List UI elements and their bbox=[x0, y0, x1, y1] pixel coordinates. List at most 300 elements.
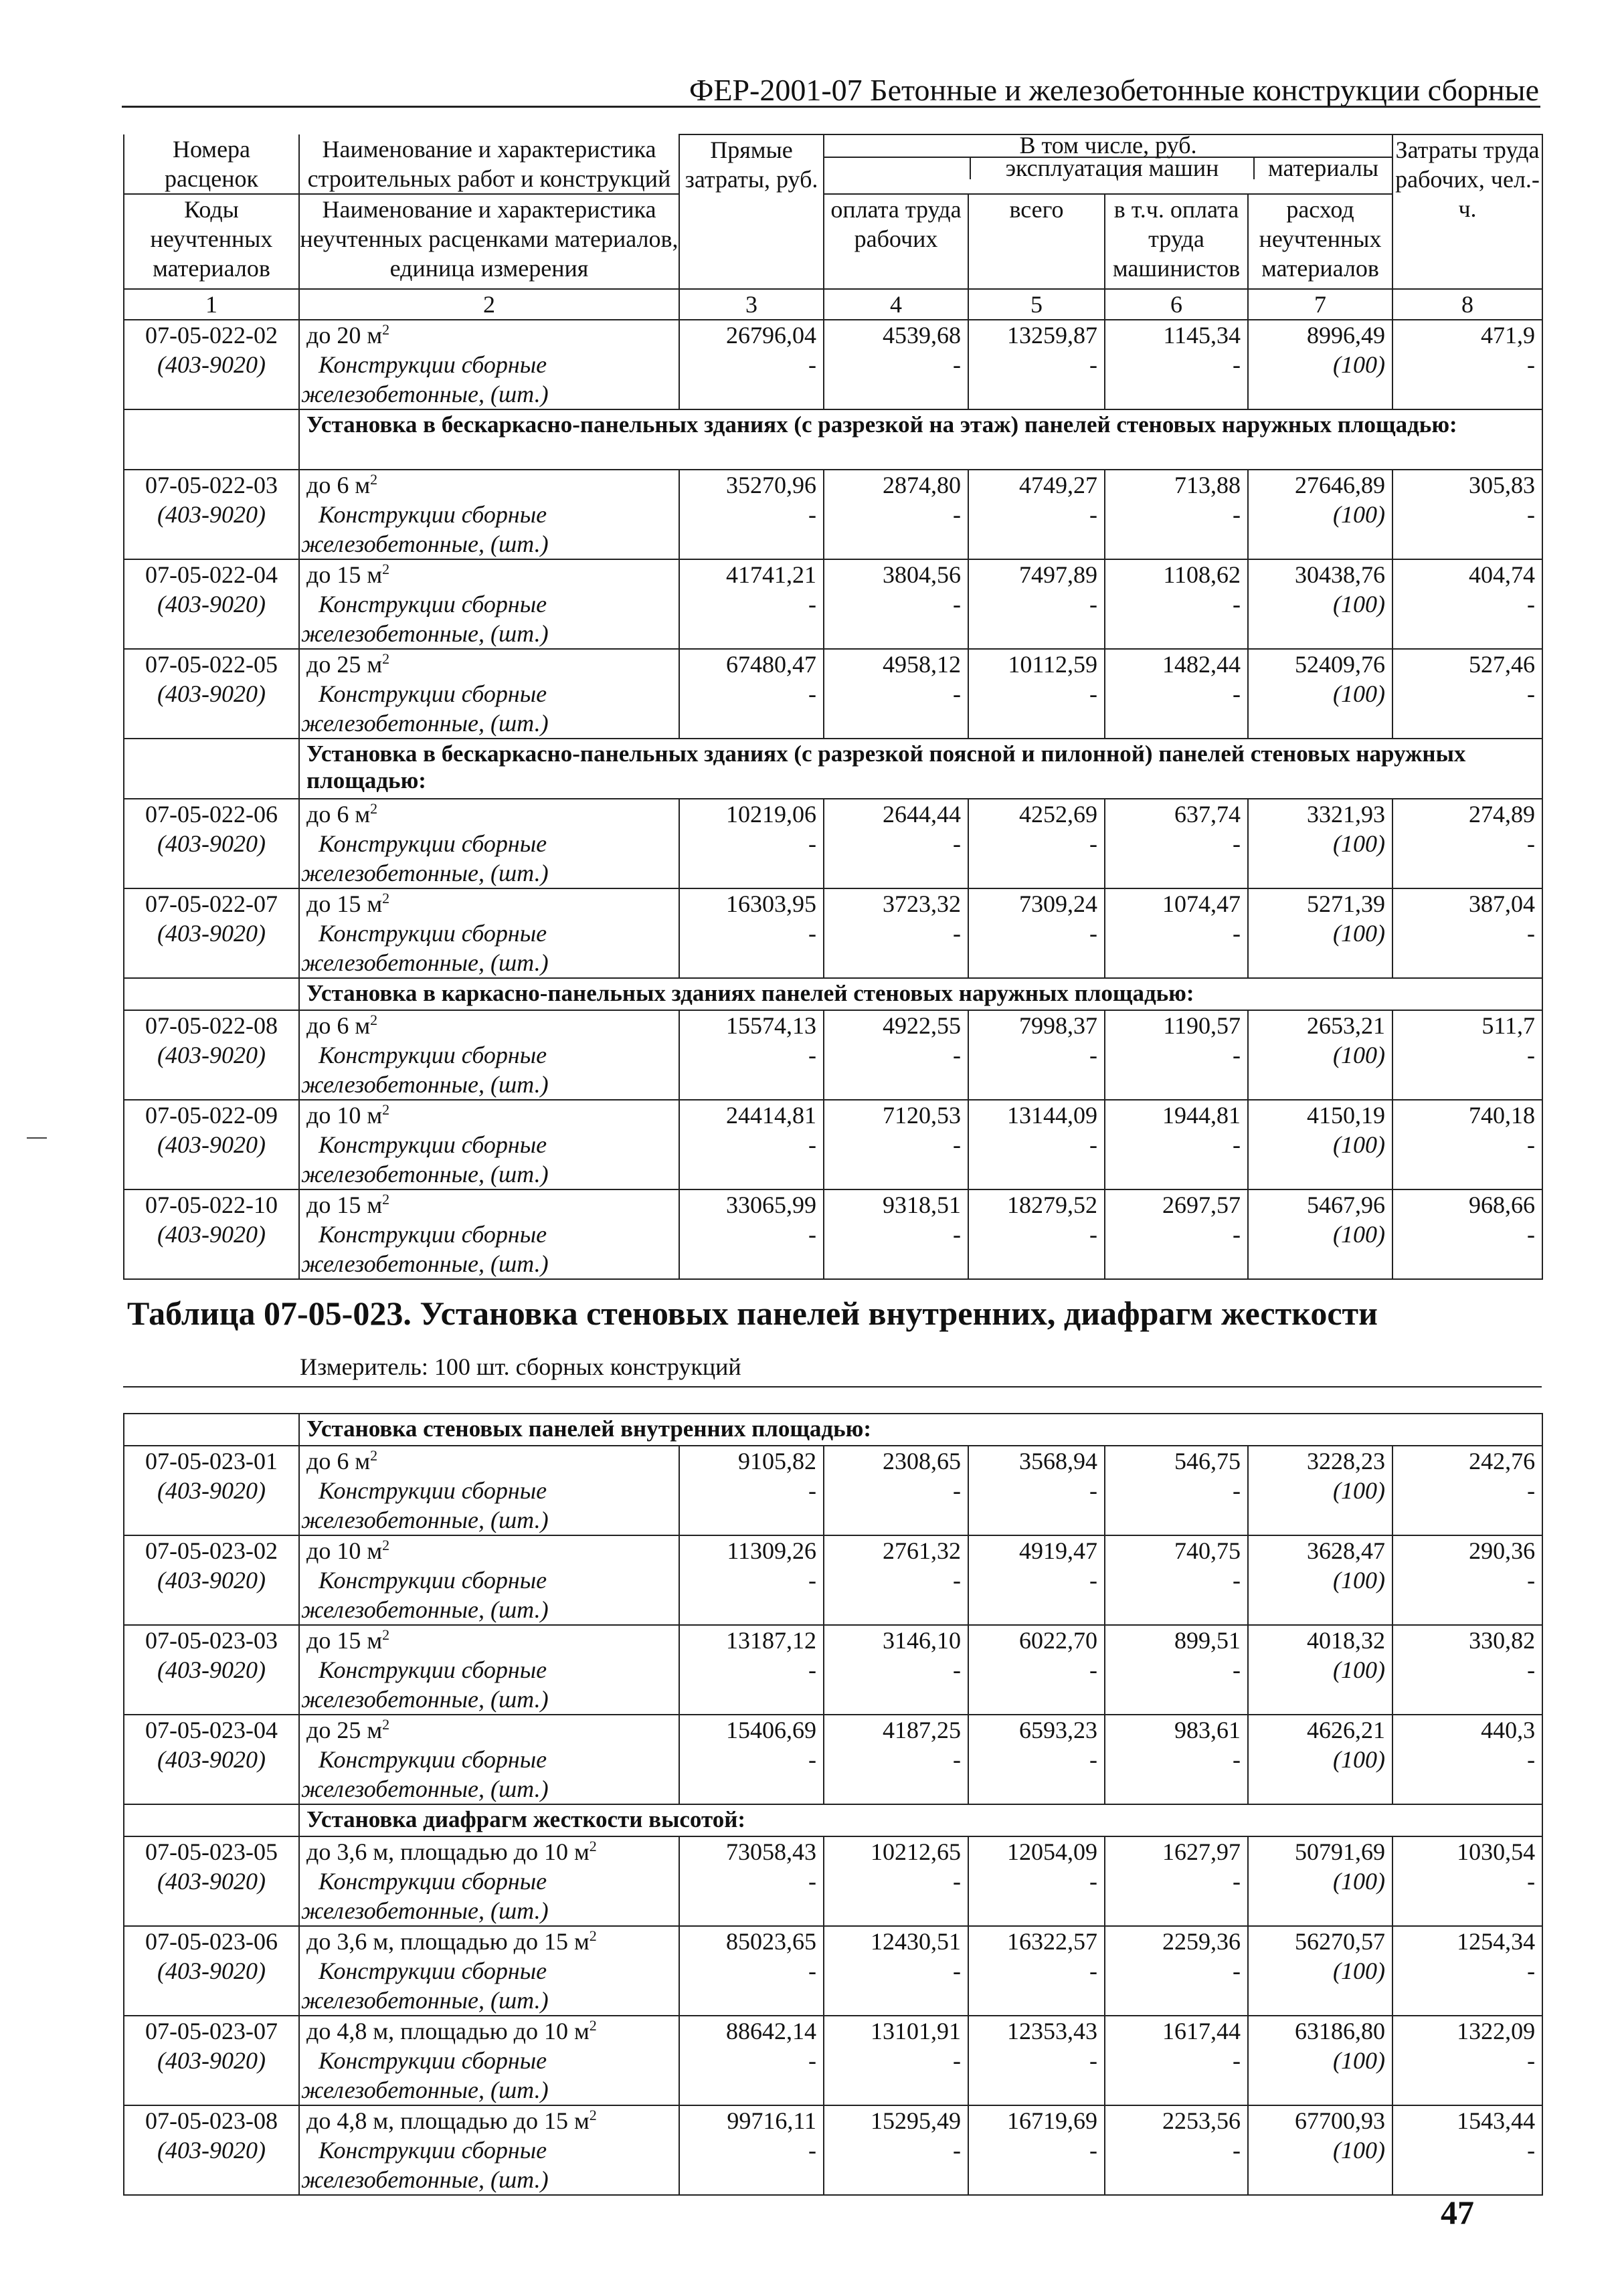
rate-code: 07-05-023-04 bbox=[124, 1715, 299, 1745]
material-amount: (100) bbox=[1248, 1867, 1392, 1926]
empty-dash: - bbox=[968, 2135, 1105, 2195]
direct-costs-value: 35270,96 bbox=[679, 470, 824, 500]
empty-dash: - bbox=[1392, 919, 1542, 978]
materials-value: 3628,47 bbox=[1248, 1535, 1392, 1565]
material-amount: (100) bbox=[1248, 829, 1392, 888]
material-name-line2: железобетонные, (шт.) bbox=[301, 2077, 549, 2103]
col-header-machine-total: всего bbox=[968, 194, 1105, 289]
materials-value: 2653,21 bbox=[1248, 1010, 1392, 1040]
empty-dash: - bbox=[824, 1745, 968, 1804]
col-number: 7 bbox=[1248, 289, 1392, 320]
empty-dash: - bbox=[1105, 1745, 1248, 1804]
empty-dash: - bbox=[968, 589, 1105, 649]
material-code: (403-9020) bbox=[124, 919, 299, 978]
direct-costs-value: 88642,14 bbox=[679, 2016, 824, 2046]
material-name-line1: Конструкции сборные bbox=[319, 1477, 547, 1504]
direct-costs-value: 10219,06 bbox=[679, 799, 824, 829]
superscript-2: 2 bbox=[382, 890, 390, 906]
material-name-line1: Конструкции сборные bbox=[319, 920, 547, 947]
material-amount: (100) bbox=[1248, 2135, 1392, 2195]
direct-costs-value: 9105,82 bbox=[679, 1446, 824, 1476]
machine-labor-value: 740,75 bbox=[1105, 1535, 1248, 1565]
labor-pay-value: 3804,56 bbox=[824, 559, 968, 589]
empty-dash: - bbox=[679, 1220, 824, 1279]
material-row bbox=[124, 1476, 1542, 1535]
labor-hours-value: 242,76 bbox=[1392, 1446, 1542, 1476]
labor-hours-value: 290,36 bbox=[1392, 1535, 1542, 1565]
machine-total-value: 4252,69 bbox=[968, 799, 1105, 829]
empty-dash: - bbox=[679, 500, 824, 559]
direct-costs-value: 24414,81 bbox=[679, 1100, 824, 1130]
empty-dash: - bbox=[679, 2135, 824, 2195]
table-header-row-2 bbox=[124, 194, 1542, 289]
superscript-2: 2 bbox=[589, 2017, 597, 2034]
empty-dash: - bbox=[1392, 679, 1542, 739]
empty-dash: - bbox=[824, 1655, 968, 1715]
empty-dash: - bbox=[1105, 829, 1248, 888]
material-name-line2: железобетонные, (шт.) bbox=[301, 1987, 549, 2014]
materials-value: 3321,93 bbox=[1248, 799, 1392, 829]
machine-total-value: 13259,87 bbox=[968, 320, 1105, 350]
material-name-line1: Конструкции сборные bbox=[319, 351, 547, 378]
section-spacer bbox=[124, 1414, 299, 1446]
empty-dash: - bbox=[968, 679, 1105, 739]
col-header-materials: материалы bbox=[1268, 155, 1379, 181]
superscript-2: 2 bbox=[382, 561, 390, 577]
machine-labor-value: 1944,81 bbox=[1105, 1100, 1248, 1130]
machine-labor-value: 1190,57 bbox=[1105, 1010, 1248, 1040]
section-title: Установка стеновых панелей внутренних площадью: bbox=[299, 1414, 1542, 1446]
materials-value: 4018,32 bbox=[1248, 1625, 1392, 1655]
material-row bbox=[124, 1867, 1542, 1926]
labor-hours-value: 1030,54 bbox=[1392, 1836, 1542, 1867]
labor-hours-value: 471,9 bbox=[1392, 320, 1542, 350]
col-number: 2 bbox=[299, 289, 679, 320]
material-row bbox=[124, 1745, 1542, 1804]
col-number: 1 bbox=[124, 289, 299, 320]
empty-dash: - bbox=[1392, 1565, 1542, 1625]
section-spacer bbox=[124, 409, 299, 470]
empty-dash: - bbox=[1105, 1867, 1248, 1926]
rate-description: до 4,8 м, площадью до 10 $м^2$ bbox=[299, 2016, 679, 2046]
rate-description: до 10 $м^2$ bbox=[299, 1100, 679, 1130]
empty-dash: - bbox=[679, 2046, 824, 2105]
rate-row bbox=[124, 1446, 1542, 1476]
labor-pay-value: 2874,80 bbox=[824, 470, 968, 500]
machine-labor-value: 2259,36 bbox=[1105, 1926, 1248, 1956]
col-header-work-name: Наименование и характеристика строительных работ и конструкций bbox=[299, 134, 679, 194]
rate-code: 07-05-022-05 bbox=[124, 649, 299, 679]
material-name bbox=[299, 1867, 679, 1926]
section-title: Установка в бескаркасно-панельных зданиях (с разрезкой поясной и пилонной) панелей стеновых наружных площадью: bbox=[299, 739, 1542, 799]
section-header-row bbox=[124, 978, 1542, 1010]
material-amount: (100) bbox=[1248, 1476, 1392, 1535]
header-rule bbox=[122, 106, 1540, 108]
empty-dash: - bbox=[824, 2046, 968, 2105]
material-row bbox=[124, 2135, 1542, 2195]
labor-pay-value: 2644,44 bbox=[824, 799, 968, 829]
labor-pay-value: 4958,12 bbox=[824, 649, 968, 679]
material-name bbox=[299, 2135, 679, 2195]
material-code: (403-9020) bbox=[124, 1476, 299, 1535]
rate-description: до 6 $м^2$ bbox=[299, 1446, 679, 1476]
col-number: 8 bbox=[1392, 289, 1542, 320]
material-name bbox=[299, 679, 679, 739]
empty-dash: - bbox=[1392, 829, 1542, 888]
empty-dash: - bbox=[679, 1130, 824, 1189]
machine-total-value: 13144,09 bbox=[968, 1100, 1105, 1130]
machine-total-value: 4749,27 bbox=[968, 470, 1105, 500]
material-name-line1: Конструкции сборные bbox=[319, 1131, 547, 1158]
material-row bbox=[124, 1040, 1542, 1100]
superscript-2: 2 bbox=[382, 321, 390, 338]
material-row bbox=[124, 350, 1542, 409]
material-amount: (100) bbox=[1248, 679, 1392, 739]
material-name-line2: железобетонные, (шт.) bbox=[301, 531, 549, 557]
empty-dash: - bbox=[1105, 919, 1248, 978]
material-name-line2: железобетонные, (шт.) bbox=[301, 1250, 549, 1277]
empty-dash: - bbox=[1105, 1956, 1248, 2016]
machine-labor-value: 983,61 bbox=[1105, 1715, 1248, 1745]
col-header-including-group bbox=[824, 134, 1392, 194]
material-row bbox=[124, 829, 1542, 888]
col-header-machine-labor: в т.ч. оплата труда машинистов bbox=[1105, 194, 1248, 289]
table-header-row-1 bbox=[124, 134, 1542, 194]
direct-costs-value: 13187,12 bbox=[679, 1625, 824, 1655]
superscript-2: 2 bbox=[370, 800, 378, 817]
material-code: (403-9020) bbox=[124, 829, 299, 888]
empty-dash: - bbox=[1105, 679, 1248, 739]
material-amount: (100) bbox=[1248, 350, 1392, 409]
materials-value: 5467,96 bbox=[1248, 1189, 1392, 1220]
material-code: (403-9020) bbox=[124, 1956, 299, 2016]
labor-pay-value: 3146,10 bbox=[824, 1625, 968, 1655]
material-name bbox=[299, 1956, 679, 2016]
rate-code: 07-05-022-03 bbox=[124, 470, 299, 500]
empty-dash: - bbox=[968, 1745, 1105, 1804]
labor-pay-value: 12430,51 bbox=[824, 1926, 968, 1956]
rate-row bbox=[124, 2105, 1542, 2135]
materials-value: 30438,76 bbox=[1248, 559, 1392, 589]
empty-dash: - bbox=[679, 1956, 824, 2016]
empty-dash: - bbox=[824, 1130, 968, 1189]
empty-dash: - bbox=[1105, 1040, 1248, 1100]
material-name-line2: железобетонные, (шт.) bbox=[301, 860, 549, 886]
rate-row bbox=[124, 1100, 1542, 1130]
rate-description: до 25 $м^2$ bbox=[299, 649, 679, 679]
rate-description: до 15 $м^2$ bbox=[299, 559, 679, 589]
machine-total-value: 7309,24 bbox=[968, 888, 1105, 919]
labor-pay-value: 2308,65 bbox=[824, 1446, 968, 1476]
materials-value: 67700,93 bbox=[1248, 2105, 1392, 2135]
rate-code: 07-05-023-01 bbox=[124, 1446, 299, 1476]
superscript-2: 2 bbox=[382, 1626, 390, 1643]
superscript-2: 2 bbox=[589, 1927, 597, 1944]
superscript-2: 2 bbox=[589, 2107, 597, 2123]
material-name-line1: Конструкции сборные bbox=[319, 1868, 547, 1895]
empty-dash: - bbox=[824, 1476, 968, 1535]
page-number: 47 bbox=[1441, 2194, 1474, 2231]
superscript-2: 2 bbox=[382, 1537, 390, 1553]
material-code: (403-9020) bbox=[124, 500, 299, 559]
rate-row bbox=[124, 1625, 1542, 1655]
section-spacer bbox=[124, 1804, 299, 1836]
document-header-title: ФЕР-2001-07 Бетонные и железобетонные конструкции сборные bbox=[689, 73, 1539, 107]
empty-dash: - bbox=[1392, 350, 1542, 409]
labor-pay-value: 10212,65 bbox=[824, 1836, 968, 1867]
material-amount: (100) bbox=[1248, 919, 1392, 978]
material-name-line2: железобетонные, (шт.) bbox=[301, 710, 549, 737]
materials-value: 8996,49 bbox=[1248, 320, 1392, 350]
material-name-line2: железобетонные, (шт.) bbox=[301, 949, 549, 976]
material-row bbox=[124, 1655, 1542, 1715]
material-row bbox=[124, 1956, 1542, 2016]
empty-dash: - bbox=[968, 1867, 1105, 1926]
material-name-line1: Конструкции сборные bbox=[319, 501, 547, 528]
empty-dash: - bbox=[1105, 1220, 1248, 1279]
material-row bbox=[124, 500, 1542, 559]
rate-description: до 15 $м^2$ bbox=[299, 1189, 679, 1220]
machine-total-value: 7497,89 bbox=[968, 559, 1105, 589]
material-name-line2: железобетонные, (шт.) bbox=[301, 1071, 549, 1098]
empty-dash: - bbox=[1105, 350, 1248, 409]
material-name bbox=[299, 350, 679, 409]
empty-dash: - bbox=[1392, 1956, 1542, 2016]
material-name-line2: железобетонные, (шт.) bbox=[301, 1161, 549, 1187]
direct-costs-value: 73058,43 bbox=[679, 1836, 824, 1867]
material-row bbox=[124, 1130, 1542, 1189]
empty-dash: - bbox=[824, 1867, 968, 1926]
labor-pay-value: 2761,32 bbox=[824, 1535, 968, 1565]
material-amount: (100) bbox=[1248, 1040, 1392, 1100]
machine-total-value: 16719,69 bbox=[968, 2105, 1105, 2135]
col-header-labor-hours: Затраты труда рабочих, чел.-ч. bbox=[1392, 134, 1542, 289]
material-code: (403-9020) bbox=[124, 350, 299, 409]
column-numbers-row bbox=[124, 289, 1542, 320]
material-name-line2: железобетонные, (шт.) bbox=[301, 381, 549, 407]
empty-dash: - bbox=[824, 500, 968, 559]
col-number: 6 bbox=[1105, 289, 1248, 320]
direct-costs-value: 41741,21 bbox=[679, 559, 824, 589]
rate-code: 07-05-023-05 bbox=[124, 1836, 299, 1867]
material-row bbox=[124, 2046, 1542, 2105]
empty-dash: - bbox=[1392, 589, 1542, 649]
empty-dash: - bbox=[679, 1655, 824, 1715]
machine-total-value: 10112,59 bbox=[968, 649, 1105, 679]
col-header-material-codes: Коды неучтенных материалов bbox=[124, 194, 299, 289]
rate-row bbox=[124, 1010, 1542, 1040]
empty-dash: - bbox=[968, 1565, 1105, 1625]
machine-total-value: 12353,43 bbox=[968, 2016, 1105, 2046]
empty-dash: - bbox=[824, 829, 968, 888]
machine-labor-value: 899,51 bbox=[1105, 1625, 1248, 1655]
machine-labor-value: 1145,34 bbox=[1105, 320, 1248, 350]
material-code: (403-9020) bbox=[124, 1867, 299, 1926]
labor-hours-value: 330,82 bbox=[1392, 1625, 1542, 1655]
material-code: (403-9020) bbox=[124, 1655, 299, 1715]
materials-value: 4626,21 bbox=[1248, 1715, 1392, 1745]
table-caption: Таблица 07-05-023. Установка стеновых панелей внутренних, диафрагм жесткости bbox=[127, 1295, 1378, 1332]
rate-row bbox=[124, 649, 1542, 679]
empty-dash: - bbox=[679, 679, 824, 739]
rate-row bbox=[124, 559, 1542, 589]
rate-code: 07-05-023-08 bbox=[124, 2105, 299, 2135]
material-name-line2: железобетонные, (шт.) bbox=[301, 1686, 549, 1713]
machine-labor-value: 2697,57 bbox=[1105, 1189, 1248, 1220]
material-name bbox=[299, 829, 679, 888]
material-amount: (100) bbox=[1248, 1565, 1392, 1625]
rate-description: до 6 $м^2$ bbox=[299, 470, 679, 500]
material-code: (403-9020) bbox=[124, 2046, 299, 2105]
empty-dash: - bbox=[824, 350, 968, 409]
labor-hours-value: 527,46 bbox=[1392, 649, 1542, 679]
rate-description: до 4,8 м, площадью до 15 $м^2$ bbox=[299, 2105, 679, 2135]
labor-hours-value: 740,18 bbox=[1392, 1100, 1542, 1130]
col-number: 4 bbox=[824, 289, 968, 320]
empty-dash: - bbox=[1105, 1130, 1248, 1189]
empty-dash: - bbox=[1105, 1565, 1248, 1625]
materials-value: 5271,39 bbox=[1248, 888, 1392, 919]
machine-labor-value: 1627,97 bbox=[1105, 1836, 1248, 1867]
rate-description: до 6 $м^2$ bbox=[299, 799, 679, 829]
rate-code: 07-05-022-02 bbox=[124, 320, 299, 350]
material-code: (403-9020) bbox=[124, 2135, 299, 2195]
col-header-labor-pay: оплата труда рабочих bbox=[824, 194, 968, 289]
empty-dash: - bbox=[824, 1040, 968, 1100]
labor-pay-value: 4922,55 bbox=[824, 1010, 968, 1040]
col-header-direct-costs: Прямые затраты, руб. bbox=[679, 134, 824, 289]
material-name bbox=[299, 2046, 679, 2105]
rate-row bbox=[124, 470, 1542, 500]
material-name-line2: железобетонные, (шт.) bbox=[301, 2166, 549, 2193]
empty-dash: - bbox=[1105, 589, 1248, 649]
rate-row bbox=[124, 2016, 1542, 2046]
direct-costs-value: 99716,11 bbox=[679, 2105, 824, 2135]
section-header-row bbox=[124, 739, 1542, 799]
rate-row bbox=[124, 320, 1542, 350]
rate-description: до 25 $м^2$ bbox=[299, 1715, 679, 1745]
col-header-material-name: Наименование и характеристика неучтенных расценками материалов, единица измерения bbox=[299, 194, 679, 289]
col-header-materials-unaccounted: расход неучтенных материалов bbox=[1248, 194, 1392, 289]
material-name bbox=[299, 1655, 679, 1715]
empty-dash: - bbox=[1392, 1220, 1542, 1279]
material-code: (403-9020) bbox=[124, 589, 299, 649]
labor-pay-value: 15295,49 bbox=[824, 2105, 968, 2135]
labor-pay-value: 7120,53 bbox=[824, 1100, 968, 1130]
labor-hours-value: 440,3 bbox=[1392, 1715, 1542, 1745]
materials-value: 63186,80 bbox=[1248, 2016, 1392, 2046]
empty-dash: - bbox=[968, 1220, 1105, 1279]
machine-total-value: 7998,37 bbox=[968, 1010, 1105, 1040]
empty-dash: - bbox=[824, 589, 968, 649]
empty-dash: - bbox=[1105, 2135, 1248, 2195]
labor-pay-value: 4187,25 bbox=[824, 1715, 968, 1745]
col-number: 3 bbox=[679, 289, 824, 320]
rate-row bbox=[124, 1189, 1542, 1220]
direct-costs-value: 15406,69 bbox=[679, 1715, 824, 1745]
machine-labor-value: 713,88 bbox=[1105, 470, 1248, 500]
material-row bbox=[124, 1565, 1542, 1625]
material-name bbox=[299, 1040, 679, 1100]
material-row bbox=[124, 589, 1542, 649]
empty-dash: - bbox=[1392, 1040, 1542, 1100]
material-name-line1: Конструкции сборные bbox=[319, 1957, 547, 1984]
material-name-line1: Конструкции сборные bbox=[319, 1746, 547, 1773]
measure-rule bbox=[123, 1386, 1542, 1388]
material-name-line1: Конструкции сборные bbox=[319, 680, 547, 707]
material-name-line2: железобетонные, (шт.) bbox=[301, 1897, 549, 1924]
material-name bbox=[299, 589, 679, 649]
section-title: Установка в бескаркасно-панельных зданиях (с разрезкой на этаж) панелей стеновых наружных площадью: bbox=[299, 409, 1542, 470]
rate-row bbox=[124, 888, 1542, 919]
material-name-line1: Конструкции сборные bbox=[319, 2137, 547, 2164]
material-name bbox=[299, 1220, 679, 1279]
rate-code: 07-05-022-04 bbox=[124, 559, 299, 589]
rate-description: до 3,6 м, площадью до 15 $м^2$ bbox=[299, 1926, 679, 1956]
machine-total-value: 12054,09 bbox=[968, 1836, 1105, 1867]
empty-dash: - bbox=[1105, 2046, 1248, 2105]
material-name-line2: железобетонные, (шт.) bbox=[301, 1596, 549, 1623]
material-name-line2: железобетонные, (шт.) bbox=[301, 620, 549, 647]
machine-labor-value: 2253,56 bbox=[1105, 2105, 1248, 2135]
empty-dash: - bbox=[1392, 2135, 1542, 2195]
empty-dash: - bbox=[679, 350, 824, 409]
section-spacer bbox=[124, 978, 299, 1010]
superscript-2: 2 bbox=[370, 1012, 378, 1028]
empty-dash: - bbox=[1392, 1476, 1542, 1535]
labor-hours-value: 1322,09 bbox=[1392, 2016, 1542, 2046]
rate-description: до 20 $м^2$ bbox=[299, 320, 679, 350]
material-name-line1: Конструкции сборные bbox=[319, 591, 547, 617]
rate-description: до 6 $м^2$ bbox=[299, 1010, 679, 1040]
rates-table-07-05-022 bbox=[123, 134, 1543, 1280]
rate-code: 07-05-022-08 bbox=[124, 1010, 299, 1040]
material-name-line1: Конструкции сборные bbox=[319, 1567, 547, 1594]
rate-code: 07-05-023-07 bbox=[124, 2016, 299, 2046]
section-header-row bbox=[124, 409, 1542, 470]
rate-code: 07-05-023-06 bbox=[124, 1926, 299, 1956]
empty-dash: - bbox=[824, 679, 968, 739]
empty-dash: - bbox=[824, 1565, 968, 1625]
empty-dash: - bbox=[1392, 2046, 1542, 2105]
empty-dash: - bbox=[679, 1476, 824, 1535]
materials-value: 4150,19 bbox=[1248, 1100, 1392, 1130]
material-name-line1: Конструкции сборные bbox=[319, 1042, 547, 1068]
machine-total-value: 4919,47 bbox=[968, 1535, 1105, 1565]
labor-pay-value: 13101,91 bbox=[824, 2016, 968, 2046]
empty-dash: - bbox=[968, 919, 1105, 978]
superscript-2: 2 bbox=[370, 1447, 378, 1464]
section-spacer bbox=[124, 739, 299, 799]
empty-dash: - bbox=[679, 589, 824, 649]
machine-total-value: 18279,52 bbox=[968, 1189, 1105, 1220]
material-name bbox=[299, 1476, 679, 1535]
empty-dash: - bbox=[679, 1040, 824, 1100]
empty-dash: - bbox=[679, 1745, 824, 1804]
direct-costs-value: 16303,95 bbox=[679, 888, 824, 919]
rate-description: до 15 $м^2$ bbox=[299, 888, 679, 919]
machine-labor-value: 637,74 bbox=[1105, 799, 1248, 829]
empty-dash: - bbox=[968, 1040, 1105, 1100]
machine-labor-value: 546,75 bbox=[1105, 1446, 1248, 1476]
material-row bbox=[124, 1220, 1542, 1279]
machine-labor-value: 1617,44 bbox=[1105, 2016, 1248, 2046]
empty-dash: - bbox=[1392, 500, 1542, 559]
material-name-line2: железобетонные, (шт.) bbox=[301, 1776, 549, 1802]
labor-pay-value: 9318,51 bbox=[824, 1189, 968, 1220]
empty-dash: - bbox=[1105, 1655, 1248, 1715]
section-header-row bbox=[124, 1804, 1542, 1836]
